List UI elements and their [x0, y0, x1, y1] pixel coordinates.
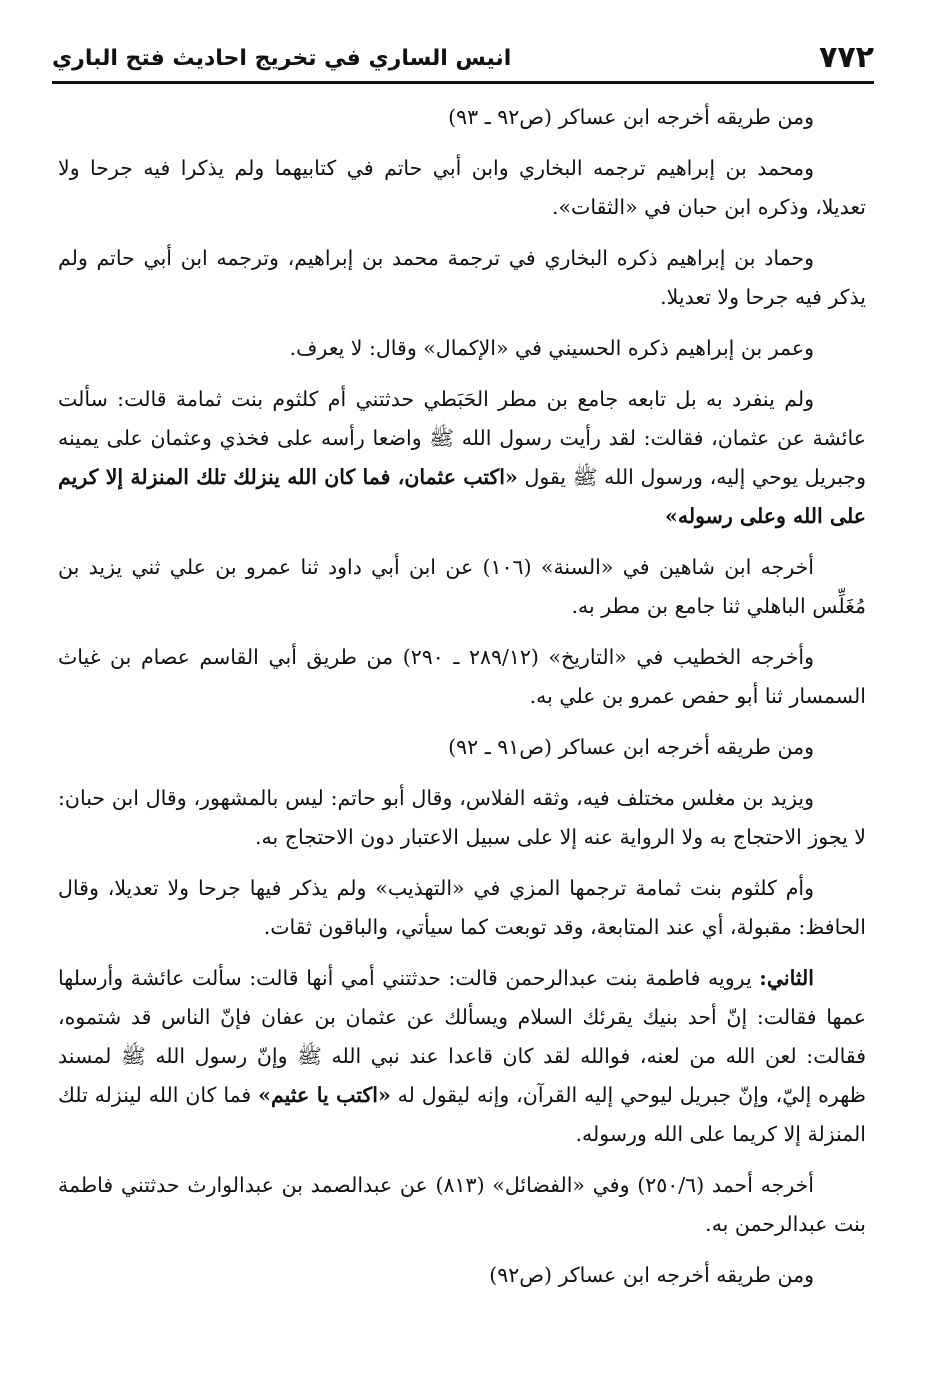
paragraph — [58, 1256, 866, 1295]
book-title: انيس الساري في تخريج احاديث فتح الباري — [52, 46, 512, 71]
paragraph — [58, 548, 866, 626]
paragraph — [58, 98, 866, 137]
body-text — [58, 98, 866, 1368]
page-number: ٧٧٢ — [819, 40, 874, 75]
paragraph — [58, 728, 866, 767]
paragraph-text: أخرجه أحمد (٢٥٠/٦) وفي «الفضائل» (٨١٣) عن عبدالصمد بن عبدالوارث حدثتني فاطمة بنت عبدالرحمن به. — [58, 1173, 866, 1236]
paragraph-text: ومحمد بن إبراهيم ترجمه البخاري وابن أبي حاتم في كتابيهما ولم يذكرا فيه جرحا ولا تعديلا، وذكره ابن حبان في «الثقات». — [58, 156, 866, 219]
paragraph-text: ومن طريقه أخرجه ابن عساكر (ص٩٢ ـ ٩٣) — [448, 105, 814, 129]
paragraph — [58, 380, 866, 536]
paragraph — [58, 329, 866, 368]
paragraph-text: وأم كلثوم بنت ثمامة ترجمها المزي في «التهذيب» ولم يذكر فيها جرحا ولا تعديلا، وقال الحافظ: مقبولة، أي عند المتابعة، وقد توبعت كما سيأتي، والباقون ثقات. — [58, 876, 866, 939]
paragraph-text: ولم ينفرد به بل تابعه جامع بن مطر الحَبَطي حدثتني أم كلثوم بنت ثمامة قالت: سألت عائشة عن عثمان، فقالت: لقد رأيت رسول الله ﷺ واضعا رأسه على فخذي وعثمان على يمينه وجبريل يوحي إليه، ورسول الله ﷺ يقول — [58, 387, 866, 489]
paragraph — [58, 149, 866, 227]
paragraph-tail: فما كان الله لينزله تلك المنزلة إلا كريما على الله ورسوله. — [58, 1083, 866, 1146]
paragraph — [58, 638, 866, 716]
paragraph — [58, 869, 866, 947]
paragraph-lead: الثاني: — [759, 966, 814, 990]
paragraph-text: يرويه فاطمة بنت عبدالرحمن قالت: حدثتني أمي أنها قالت: سألت عائشة وأرسلها عمها فقالت: إنّ أحد بنيك يقرئك السلام ويسألك عن عثمان بن عفان فإنّ الناس قد شتموه، فقالت: لعن الله من لعنه، فوالله لقد كان قاعدا عند نبي الله ﷺ وإنّ رسول الله ﷺ لمسند ظهره إليّ، وإنّ جبريل ليوحي إليه القرآن، وإنه ليقول له — [58, 966, 866, 1107]
paragraph-text: وحماد بن إبراهيم ذكره البخاري في ترجمة محمد بن إبراهيم، وترجمه ابن أبي حاتم ولم يذكر فيه جرحا ولا تعديلا. — [58, 246, 866, 309]
paragraph — [58, 1166, 866, 1244]
hadith-quote: «اكتب يا عثيم» — [258, 1083, 391, 1107]
paragraph-text: ومن طريقه أخرجه ابن عساكر (ص٩٢) — [489, 1263, 814, 1287]
running-header — [52, 30, 874, 80]
header-rule — [52, 81, 874, 84]
paragraph-text: ويزيد بن مغلس مختلف فيه، وثقه الفلاس، وقال أبو حاتم: ليس بالمشهور، وقال ابن حبان: لا يجوز الاحتجاج به ولا الرواية عنه إلا على سبيل الاعتبار دون الاحتجاج به. — [58, 786, 866, 849]
paragraph — [58, 239, 866, 317]
paragraph — [58, 779, 866, 857]
hadith-quote: «اكتب عثمان، فما كان الله ينزلك تلك المنزلة إلا كريم على الله وعلى رسوله» — [58, 465, 866, 528]
paragraph-text: أخرجه ابن شاهين في «السنة» (١٠٦) عن ابن أبي داود ثنا عمرو بن علي ثني يزيد بن مُغَلِّس الباهلي ثنا جامع بن مطر به. — [58, 555, 866, 618]
paragraph — [58, 959, 866, 1154]
paragraph-text: ومن طريقه أخرجه ابن عساكر (ص٩١ ـ ٩٢) — [448, 735, 814, 759]
paragraph-text: وعمر بن إبراهيم ذكره الحسيني في «الإكمال» وقال: لا يعرف. — [289, 336, 814, 360]
paragraph-text: وأخرجه الخطيب في «التاريخ» (٢٨٩/١٢ ـ ٢٩٠) من طريق أبي القاسم عصام بن غياث السمسار ثنا أبو حفص عمرو بن علي به. — [58, 645, 866, 708]
